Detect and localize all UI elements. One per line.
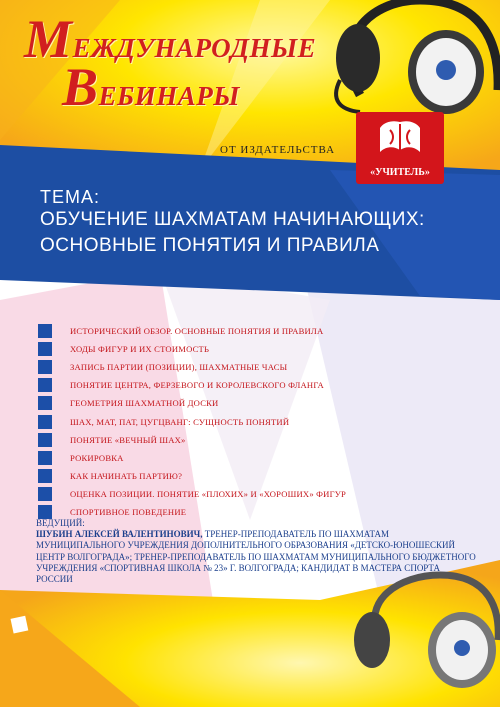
bullet-square-icon — [38, 342, 52, 356]
agenda-item — [38, 431, 346, 449]
bullet-square-icon — [38, 324, 52, 338]
agenda-item — [38, 449, 346, 467]
title-line-2: ВЕБИНАРЫ — [62, 57, 240, 117]
agenda-item — [38, 340, 346, 358]
topic-label: ТЕМА: — [40, 187, 101, 207]
bullet-square-icon — [38, 433, 52, 447]
agenda-item-text: ГЕОМЕТРИЯ ШАХМАТНОЙ ДОСКИ — [70, 398, 219, 409]
publisher-logo — [356, 112, 444, 184]
agenda-item-text: ПОНЯТИЕ ЦЕНТРА, ФЕРЗЕВОГО И КОРОЛЕВСКОГО ФЛАНГА — [70, 380, 324, 391]
agenda-item — [38, 376, 346, 394]
presenter-info — [36, 518, 476, 585]
agenda-item — [38, 358, 346, 376]
book-icon — [356, 112, 444, 162]
agenda-list — [38, 322, 346, 521]
logo-text: «УЧИТЕЛЬ» — [370, 167, 430, 178]
bullet-square-icon — [38, 396, 52, 410]
bullet-square-icon — [38, 415, 52, 429]
bullet-square-icon — [38, 451, 52, 465]
agenda-item-text: ПОНЯТИЕ «ВЕЧНЫЙ ШАХ» — [70, 434, 186, 445]
topic-line-2: ОСНОВНЫЕ ПОНЯТИЯ И ПРАВИЛА — [40, 235, 380, 256]
bullet-square-icon — [38, 360, 52, 374]
topic-title — [40, 207, 480, 259]
presenter-name: ШУБИН АЛЕКСЕЙ ВАЛЕНТИНОВИЧ, — [36, 529, 203, 540]
agenda-item — [38, 412, 346, 430]
agenda-item-text: ХОДЫ ФИГУР И ИХ СТОИМОСТЬ — [70, 344, 210, 355]
agenda-item-text: ИСТОРИЧЕСКИЙ ОБЗОР. ОСНОВНЫЕ ПОНЯТИЯ И ПРАВИЛА — [70, 326, 324, 337]
bullet-square-icon — [38, 487, 52, 501]
agenda-item — [38, 485, 346, 503]
bullet-square-icon — [38, 469, 52, 483]
agenda-item-text: ЗАПИСЬ ПАРТИИ (ПОЗИЦИИ), ШАХМАТНЫЕ ЧАСЫ — [70, 362, 288, 373]
agenda-item — [38, 322, 346, 340]
agenda-item-text: КАК НАЧИНАТЬ ПАРТИЮ? — [70, 470, 183, 481]
presenter-label: ВЕДУЩИЙ: — [36, 518, 85, 528]
bullet-square-icon — [38, 505, 52, 519]
agenda-item — [38, 394, 346, 412]
agenda-item-text: РОКИРОВКА — [70, 452, 124, 463]
bullet-square-icon — [38, 378, 52, 392]
agenda-item — [38, 467, 346, 485]
topic-line-1: ОБУЧЕНИЕ ШАХМАТАМ НАЧИНАЮЩИХ: — [40, 209, 425, 230]
presenter-description — [36, 529, 476, 585]
agenda-item-text: ШАХ, МАТ, ПАТ, ЦУГЦВАНГ: СУЩНОСТЬ ПОНЯТИЙ — [70, 416, 290, 427]
publisher-label: ОТ ИЗДАТЕЛЬСТВА — [220, 144, 336, 156]
agenda-item-text: СПОРТИВНОЕ ПОВЕДЕНИЕ — [70, 506, 187, 517]
agenda-item-text: ОЦЕНКА ПОЗИЦИИ. ПОНЯТИЕ «ПЛОХИХ» И «ХОРОШИХ» ФИГУР — [70, 488, 346, 499]
presenter-details: ТРЕНЕР-ПРЕПОДАВАТЕЛЬ ПО ШАХМАТАМ МУНИЦИПАЛЬНОГО УЧРЕЖДЕНИЯ ДОПОЛНИТЕЛЬНОГО ОБРАЗОВАНИЯ «ДЕТСКО-ЮНОШЕСКИЙ ЦЕНТР ВОЛГОГРАДА»; ТРЕНЕР-ПРЕПОДАВАТЕЛЬ ПО ШАХМАТАМ МУНИЦИПАЛЬНОГО БЮДЖЕТНОГО УЧРЕЖДЕНИЯ «СПОРТИВНАЯ ШКОЛА № 23» Г. ВОЛГОГРАДА; КАНДИДАТ В МАСТЕРА СПОРТА РОССИИ — [36, 529, 476, 585]
title-line-1: МЕЖДУНАРОДНЫЕ — [24, 9, 317, 69]
